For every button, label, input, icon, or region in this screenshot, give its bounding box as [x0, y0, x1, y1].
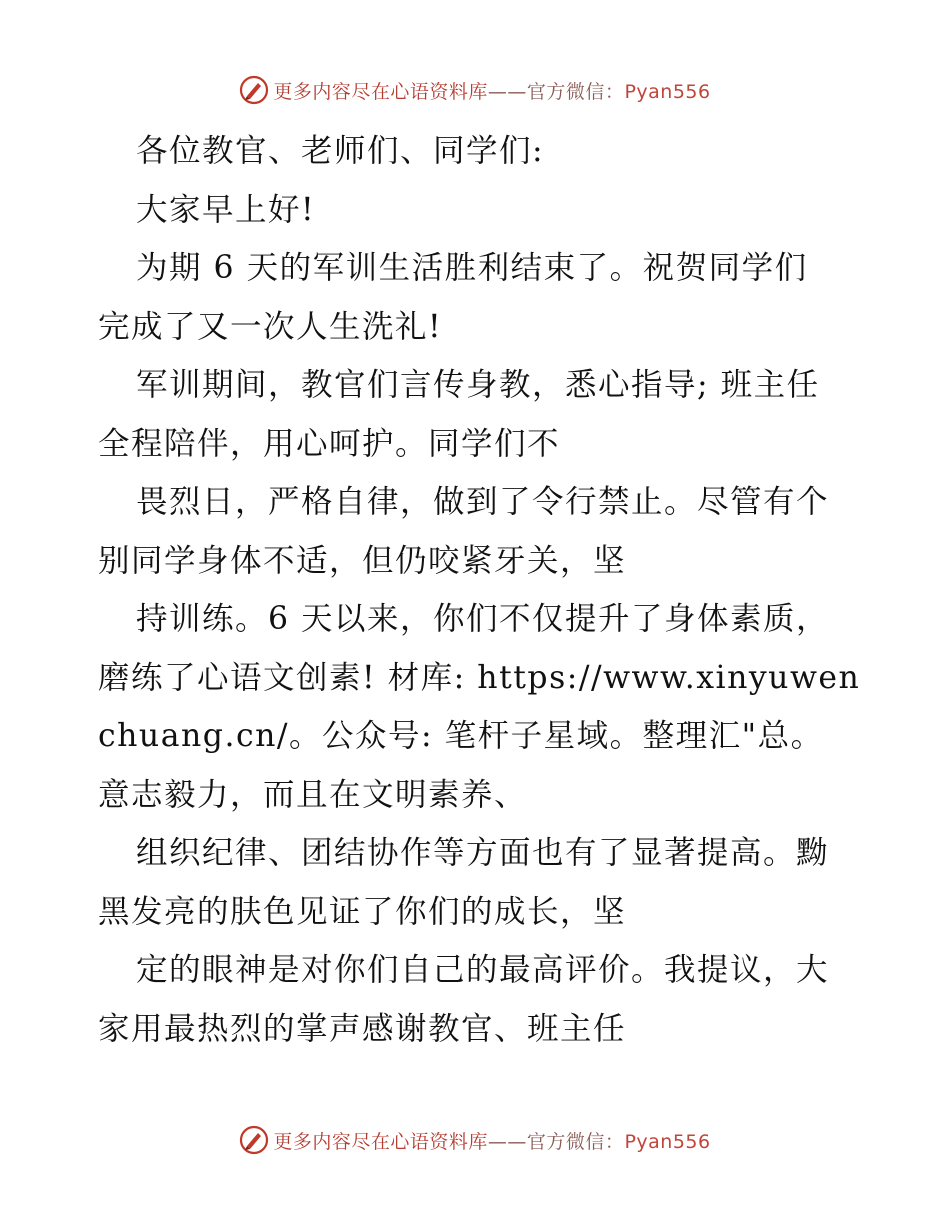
paragraph-line: 持训练。6 天以来，你们不仅提升了身体素质，: [136, 601, 830, 637]
paragraph-line: 为期 6 天的军训生活胜利结束了。祝贺同学们: [136, 250, 808, 286]
paragraph-line: 组织纪律、团结协作等方面也有了显著提高。黝: [136, 835, 830, 871]
greeting: 大家早上好!: [136, 191, 316, 228]
paragraph-line: 别同学身体不适，但仍咬紧牙关，坚: [98, 542, 627, 579]
paragraph-line: 磨练了心语文创素! 材库: https://www.xinyuwen: [98, 659, 861, 696]
footer-watermark: [0, 1122, 950, 1158]
header-watermark: [0, 72, 950, 108]
paragraph-line: 家用最热烈的掌声感谢教官、班主任: [98, 1010, 627, 1047]
paragraph-line: 军训期间，教官们言传身教，悉心指导; 班主任: [136, 367, 820, 403]
paragraph-line: 定的眼神是对你们自己的最高评价。我提议，大: [136, 952, 830, 988]
document-body: [98, 122, 861, 1058]
watermark-text: 更多内容尽在心语资料库——官方微信：Pyan556: [273, 1130, 711, 1153]
pen-logo-icon: [239, 1125, 269, 1155]
paragraph-line: chuang.cn/。公众号: 笔杆子星域。整理汇"总。: [98, 718, 824, 754]
watermark-text: 更多内容尽在心语资料库——官方微信：Pyan556: [273, 80, 711, 103]
paragraph-line: 黑发亮的肤色见证了你们的成长，坚: [98, 893, 627, 930]
paragraph-line: 全程陪伴，用心呵护。同学们不: [98, 425, 561, 462]
paragraph-line: 完成了又一次人生洗礼!: [98, 308, 443, 345]
paragraph-line: 意志毅力，而且在文明素养、: [98, 776, 528, 813]
pen-logo-icon: [239, 75, 269, 105]
salutation: 各位教官、老师们、同学们:: [136, 133, 545, 169]
paragraph-line: 畏烈日，严格自律，做到了令行禁止。尽管有个: [136, 484, 830, 520]
